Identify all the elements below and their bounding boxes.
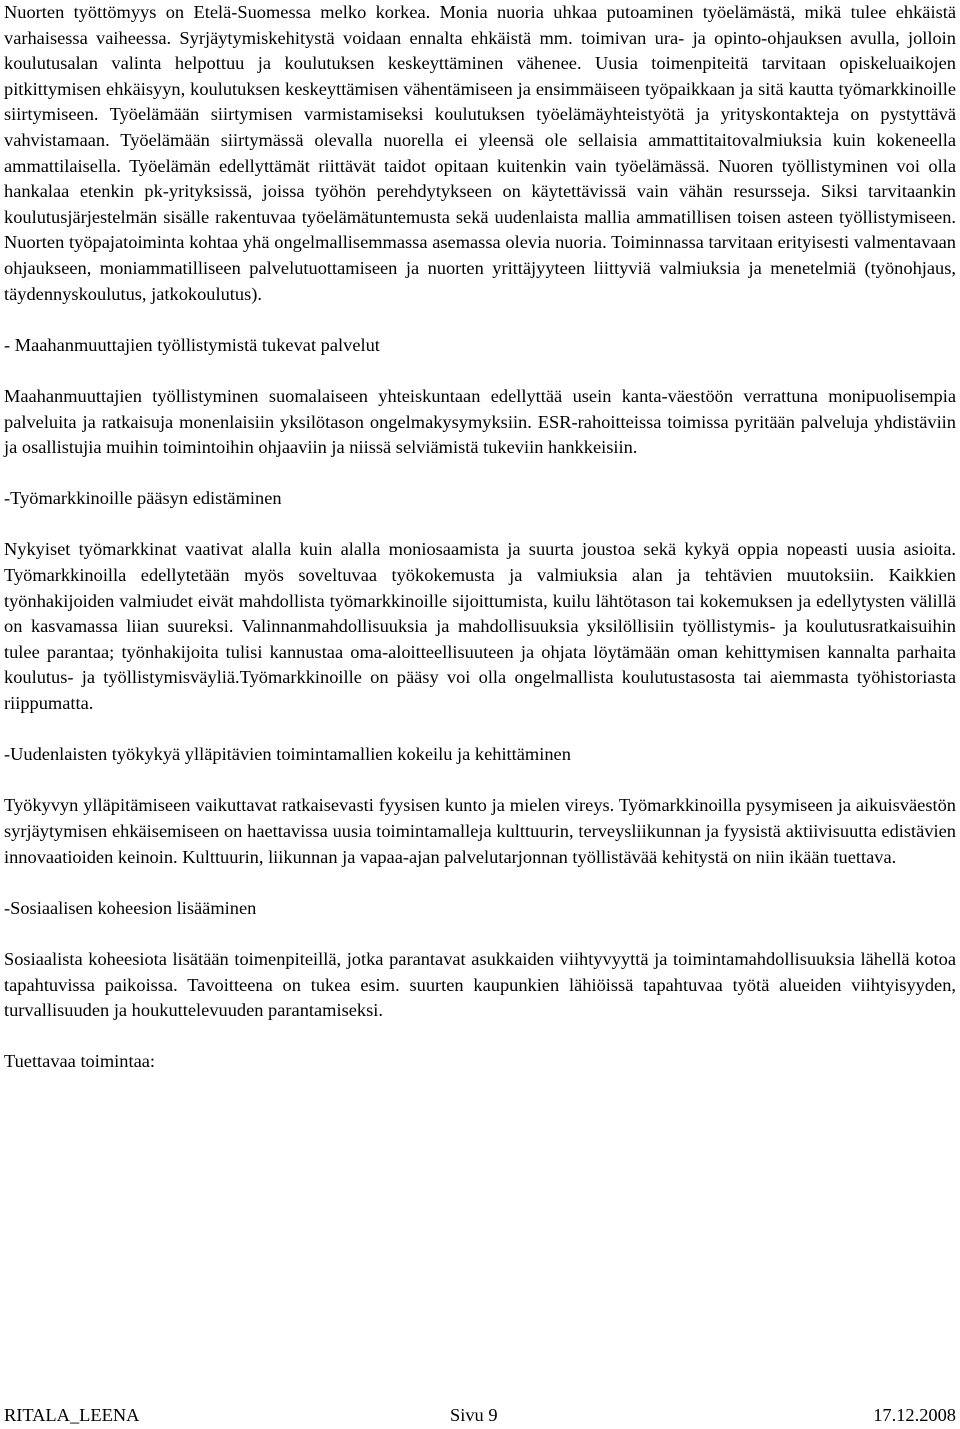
paragraph-supported-activities: Tuettavaa toimintaa: bbox=[4, 1051, 156, 1072]
paragraph-work-ability: Työkyvyn ylläpitämiseen vaikuttavat ratkaisevasti fyysisen kunto ja mielen vireys. Työmarkkinoilla pysymiseen ja aikuisväestön syrjäytymisen ehkäisemiseen on haettavissa uusia toimintamalleja kulttuurin, terveysliikunnan ja fyysistä aktiivisuutta edistävien innovaatioiden keinoin. Kulttuurin, liikunnan ja vapaa-ajan palvelutarjonnan työllistävää kehitystä on niin ikään tuettava. bbox=[4, 795, 956, 867]
paragraph-labour-market: Nykyiset työmarkkinat vaativat alalla kuin alalla moniosaamista ja suurta joustoa sekä kykyä oppia nopeasti uusia asioita. Työmarkkinoilla edellytetään myös soveltuvaa työkokemusta ja valmiuksia alan ja tehtävien muutoksiin. Kaikkien työnhakijoiden valmiudet eivät mahdollista työmarkkinoille sijoittumista, kuilu lähtötason tai kokemuksen ja edellytysten välillä on kasvamassa liian suureksi. Valinnanmahdollisuuksia ja mahdollisuuksia yksilöllisiin työllistymis- ja koulutusratkaisuihin tulee parantaa; työnhakijoita tulisi kannustaa oma-aloitteellisuuteen ja ohjata löytämään oman kehittymisen kannalta parhaita koulutus- ja työllistymisväyliä.Työmarkkinoille on pääsy voi olla ongelmallista koulutustasosta tai aiemmasta työhistoriasta riippumatta. bbox=[4, 539, 956, 714]
page-footer bbox=[4, 1403, 956, 1427]
footer-page-number: Sivu 9 bbox=[450, 1405, 498, 1425]
heading-social-cohesion: -Sosiaalisen koheesion lisääminen bbox=[4, 897, 257, 918]
heading-immigrant-services: - Maahanmuuttajien työllistymistä tukevat palvelut bbox=[4, 334, 380, 355]
paragraph-social-cohesion: Sosiaalista koheesiota lisätään toimenpiteillä, jotka parantavat asukkaiden viihtyvyyttä ja toimintamahdollisuuksia lähellä kotoa tapahtuvissa paikoissa. Tavoitteena on tukea esim. suurten kaupunkien lähiöissä tapahtuvaa työtä alueiden viihtyisyyden, turvallisuuden ja houkuttelevuuden parantamiseksi. bbox=[4, 948, 956, 1021]
heading-work-ability-models: -Uudenlaisten työkykyä ylläpitävien toimintamallien kokeilu ja kehittäminen bbox=[4, 744, 571, 765]
paragraph-youth-unemployment: Nuorten työttömyys on Etelä-Suomessa melko korkea. Monia nuoria uhkaa putoaminen työelämästä, mikä tulee ehkäistä varhaisessa vaiheessa. Syrjäytymiskehitystä voidaan ennalta ehkäistä mm. toimivan ura- ja opinto-ohjauksen avulla, jolloin koulutusalan valinta helpottuu ja koulutuksen keskeyttäminen vähenee. Uusia toimenpiteitä tarvitaan opiskeluaikojen pitkittymisen ehkäisyyn, koulutuksen keskeyttämisen vähentämiseen ja ensimmäiseen työpaikkaan ja sitä kautta työmarkkinoille siirtymiseen. Työelämään siirtymisen varmistamiseksi koulutuksen työelämäyhteistyötä ja yrityskontakteja on pystyttävä vahvistamaan. Työelämään siirtymässä olevalla nuorella ei yleensä ole sellaisia ammattitaitovalmiuksia kuin kokeneella ammattilaisella. Työelämän edellyttämät riittävät taidot opitaan kuitenkin vain työelämässä. Nuoren työllistyminen voi olla hankalaa etenkin pk-yrityksissä, joissa työhön perehdytykseen on käytettävissä vain vähän resursseja. Siksi tarvitaankin koulutusjärjestelmän sisälle rakentuvaa työelämätuntemusta sekä uudenlaista mallia ammatillisen toisen asteen työllistymiseen. Nuorten työpajatoiminta kohtaa yhä ongelmallisemmassa asemassa olevia nuoria. Toiminnassa tarvitaan erityisesti valmentavaan ohjaukseen, moniammatilliseen palvelutuottamiseen ja nuorten yrittäjyyteen liittyviä valmiuksia ja menetelmiä (työnohjaus, täydennyskoulutus, jatkokoulutus). bbox=[4, 2, 956, 304]
document-page bbox=[4, 0, 956, 1075]
footer-author: RITALA_LEENA bbox=[4, 1405, 140, 1425]
heading-labour-market-access: -Työmarkkinoille pääsyn edistäminen bbox=[4, 488, 282, 509]
footer-date: 17.12.2008 bbox=[873, 1405, 956, 1425]
paragraph-immigrant-employment: Maahanmuuttajien työllistyminen suomalaiseen yhteiskuntaan edellyttää usein kanta-väestöön verrattuna monipuolisempia palveluita ja ratkaisuja monenlaisiin yksilötason ongelmakysymyksiin. ESR-rahoitteissa toimissa pyritään palveluja yhdistäviin ja osallistujia muihin toimintoihin ohjaaviin ja niissä selviämistä tukeviin hankkeisiin. bbox=[4, 385, 956, 458]
